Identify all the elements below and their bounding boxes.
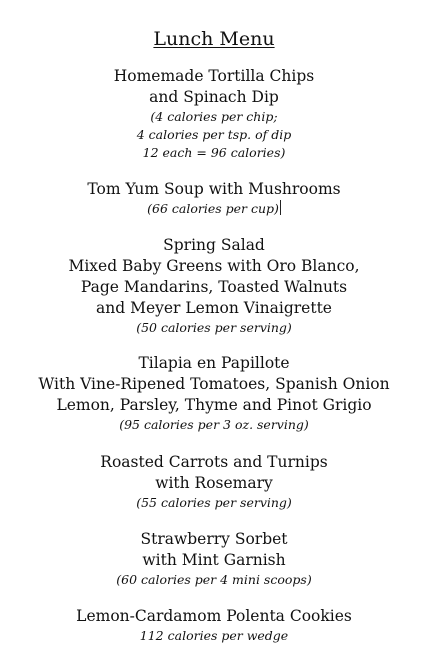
dish-description: and Meyer Lemon Vinaigrette — [96, 299, 332, 317]
calorie-note: 4 calories per tsp. of dip — [136, 127, 292, 142]
dish-name: Roasted Carrots and Turnips — [100, 453, 328, 471]
calorie-note: (66 calories per cup) — [147, 201, 279, 216]
dish-name: Strawberry Sorbet — [140, 530, 288, 548]
dish-description: with Rosemary — [155, 474, 273, 492]
calorie-note: 112 calories per wedge — [139, 628, 289, 643]
dish-description: and Spinach Dip — [149, 88, 279, 106]
menu-item-strawberry-sorbet — [0, 529, 428, 589]
dish-name: Lemon-Cardamom Polenta Cookies — [76, 607, 352, 625]
dish-name: Tom Yum Soup with Mushrooms — [87, 180, 341, 198]
menu-item-tilapia — [0, 353, 428, 434]
dish-name: Tilapia en Papillote — [138, 354, 290, 372]
calorie-note: (50 calories per serving) — [136, 320, 292, 335]
menu-item-tortilla-chips — [0, 66, 428, 162]
dish-description: with Mint Garnish — [142, 551, 286, 569]
dish-name: Spring Salad — [163, 236, 265, 254]
menu-item-spring-salad — [0, 235, 428, 337]
dish-description: Lemon, Parsley, Thyme and Pinot Grigio — [56, 396, 372, 414]
menu-item-tom-yum-soup — [0, 179, 428, 218]
calorie-note: (60 calories per 4 mini scoops) — [116, 572, 312, 587]
dish-name: Homemade Tortilla Chips — [113, 67, 315, 85]
calorie-note: (55 calories per serving) — [136, 495, 292, 510]
dish-description: With Vine-Ripened Tomatoes, Spanish Onion — [38, 375, 390, 393]
calorie-note-row — [0, 200, 428, 218]
calorie-note: (95 calories per 3 oz. serving) — [119, 417, 309, 432]
menu-item-polenta-cookies — [0, 606, 428, 645]
text-cursor — [280, 200, 281, 215]
calorie-note: 12 each = 96 calories) — [142, 145, 286, 160]
page-title: Lunch Menu — [153, 28, 275, 50]
menu-item-roasted-carrots — [0, 452, 428, 512]
dish-description: Mixed Baby Greens with Oro Blanco, — [68, 257, 360, 275]
dish-description: Page Mandarins, Toasted Walnuts — [80, 278, 348, 296]
calorie-note: (4 calories per chip; — [150, 109, 278, 124]
